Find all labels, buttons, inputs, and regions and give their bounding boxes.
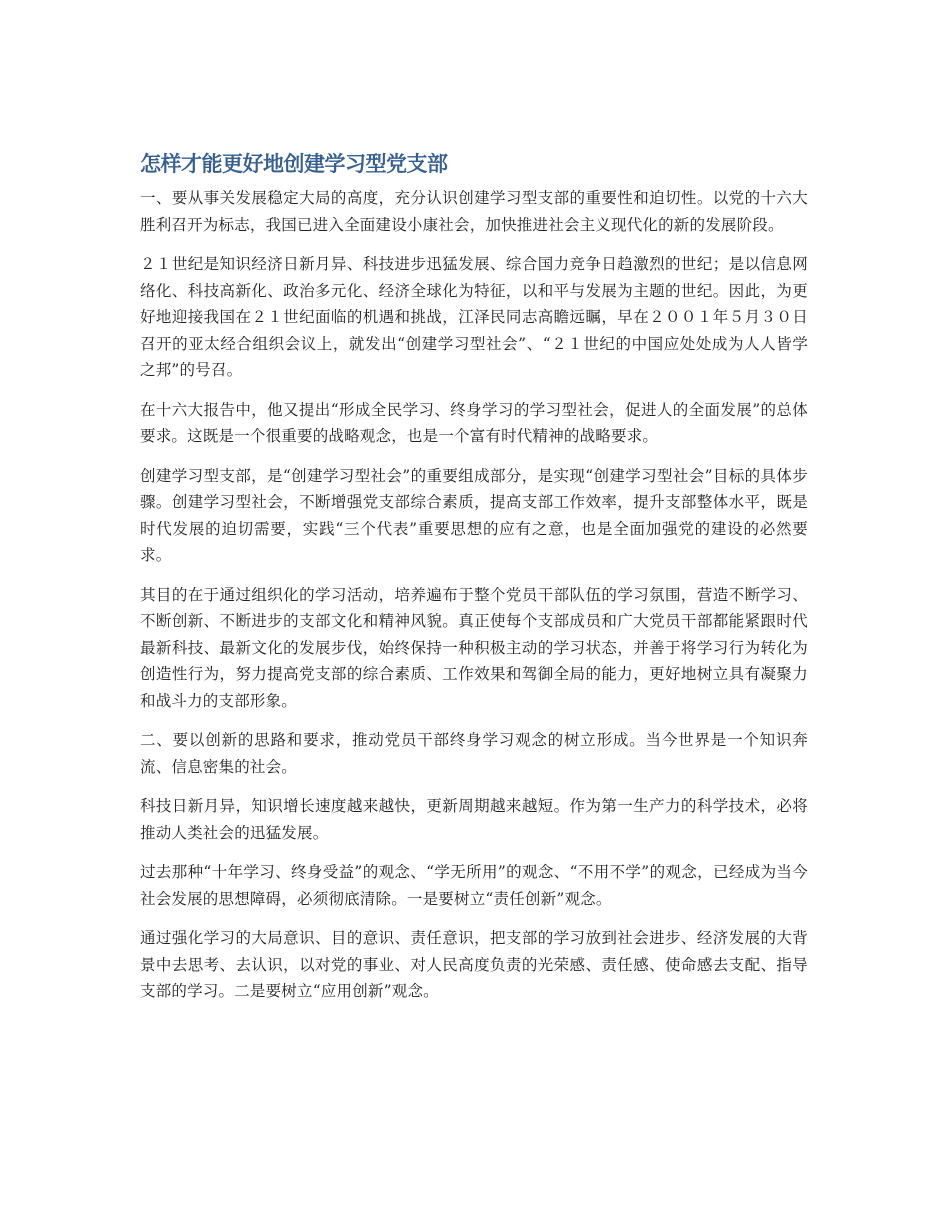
paragraph-5: 其目的在于通过组织化的学习活动，培养遍布于整个党员干部队伍的学习氛围，营造不断学习、不断创新、不断进步的支部文化和精神风貌。真正使每个支部成员和广大党员干部都能紧跟时代最新科技、最新文化的发展步伐，始终保持一种积极主动的学习状态，并善于将学习行为转化为创造性行为，努力提高党支部的综合素质、工作效果和驾御全局的能力，更好地树立具有凝聚力和战斗力的支部形象。 — [140, 585, 808, 710]
paragraph-9: 通过强化学习的大局意识、目的意识、责任意识，把支部的学习放到社会进步、经济发展的大背景中去思考、去认识，以对党的事业、对人民高度负责的光荣感、责任感、使命感去支配、指导支部的学习。二是要树立“应用创新”观念。 — [140, 929, 808, 1000]
paragraph-1: 一、要从事关发展稳定大局的高度，充分认识创建学习型支部的重要性和迫切性。以党的十六大胜利召开为标志，我国已进入全面建设小康社会，加快推进社会主义现代化的新的发展阶段。 — [140, 189, 808, 234]
paragraph-2: ２１世纪是知识经济日新月异、科技进步迅猛发展、综合国力竞争日趋激烈的世纪；是以信息网络化、科技高新化、政治多元化、经济全球化为特征，以和平与发展为主题的世纪。因此，为更好地迎接我国在２１世纪面临的机遇和挑战，江泽民同志高瞻远瞩，早在２００１年５月３０日召开的亚太经合组织会议上，就发出“创建学习型社会”、“２１世纪的中国应处处成为人人皆学之邦”的号召。 — [140, 255, 808, 379]
document-title: 怎样才能更好地创建学习型党支部 — [140, 152, 448, 176]
document-page — [140, 147, 808, 1018]
paragraph-3: 在十六大报告中，他又提出“形成全民学习、终身学习的学习型社会，促进人的全面发展”的总体要求。这既是一个很重要的战略观念，也是一个富有时代精神的战略要求。 — [140, 400, 808, 445]
paragraph-4: 创建学习型支部，是“创建学习型社会”的重要组成部分，是实现“创建学习型社会”目标的具体步骤。创建学习型社会，不断增强党支部综合素质，提高支部工作效率，提升支部整体水平，既是时代发展的迫切需要，实践“三个代表”重要思想的应有之意，也是全面加强党的建设的必然要求。 — [140, 466, 808, 564]
paragraph-8: 过去那种“十年学习、终身受益”的观念、“学无所用”的观念、“不用不学”的观念，已经成为当今社会发展的思想障碍，必须彻底清除。一是要树立“责任创新”观念。 — [140, 863, 808, 908]
paragraph-6: 二、要以创新的思路和要求，推动党员干部终身学习观念的树立形成。当今世界是一个知识奔流、信息密集的社会。 — [140, 731, 808, 776]
paragraph-7: 科技日新月异，知识增长速度越来越快，更新周期越来越短。作为第一生产力的科学技术，必将推动人类社会的迅猛发展。 — [140, 797, 808, 842]
